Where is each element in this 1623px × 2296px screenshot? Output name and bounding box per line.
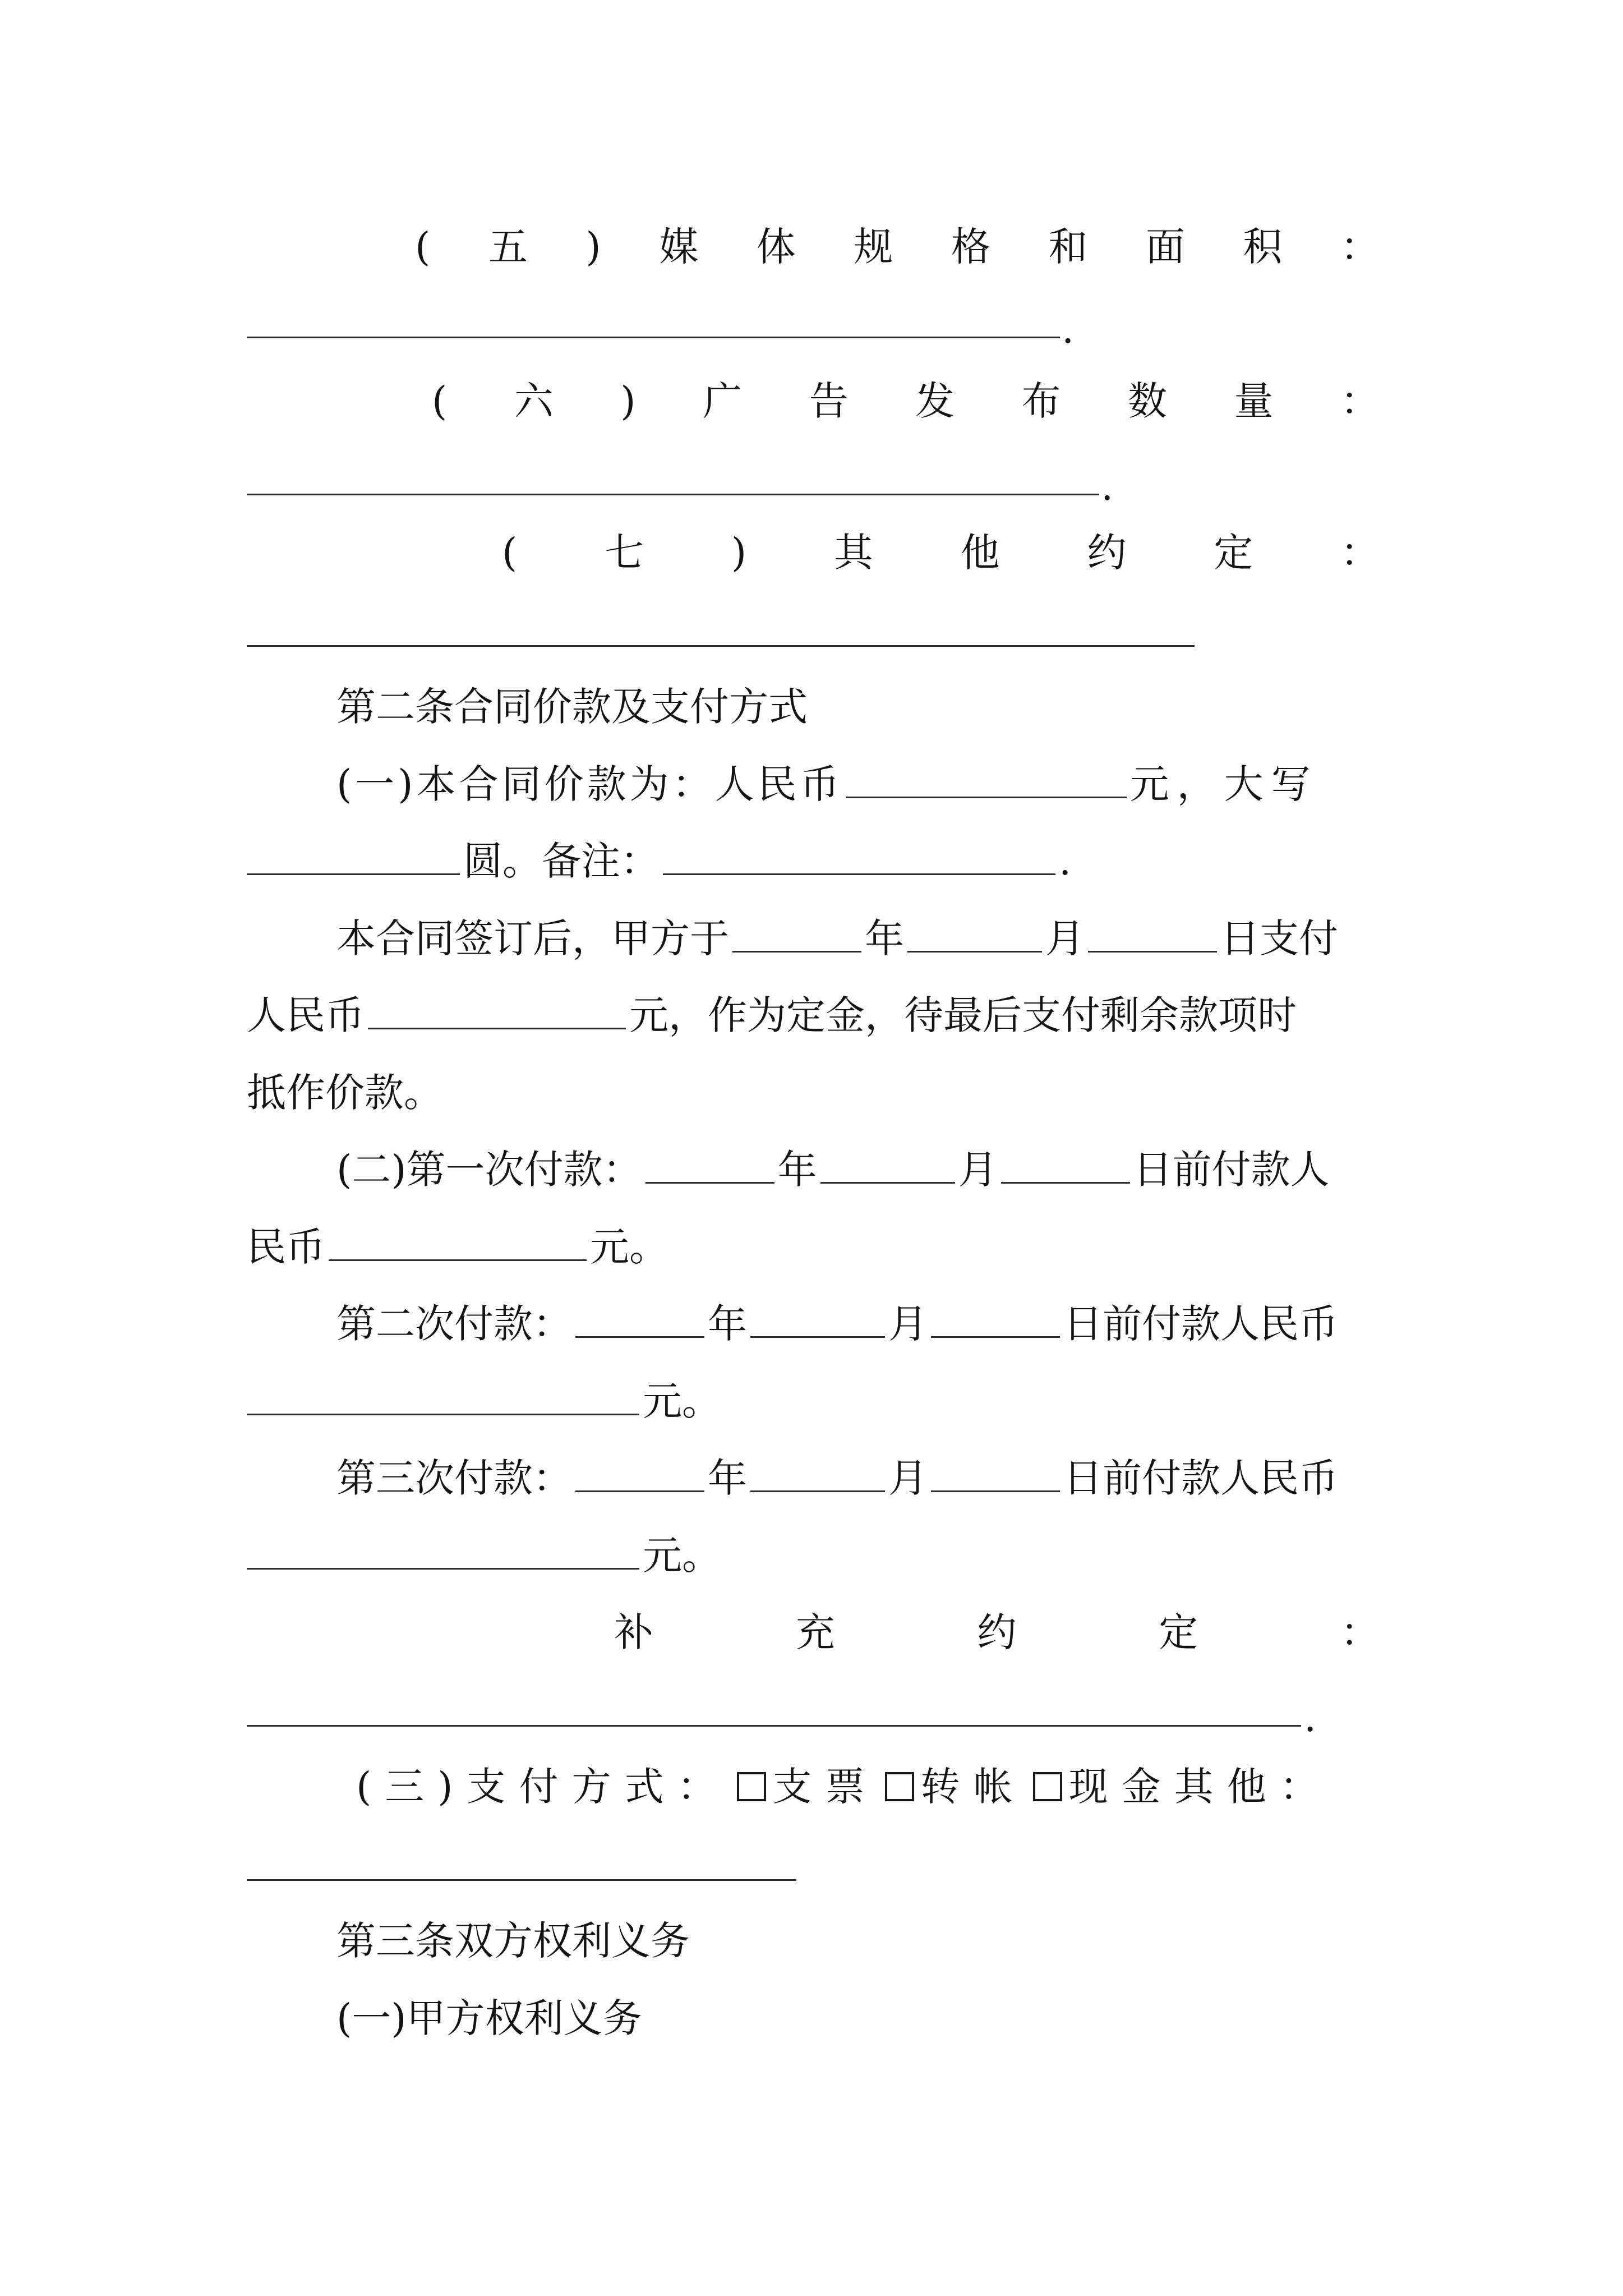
article-3-title: 第三条双方权利义务 [336, 1918, 690, 1964]
deposit-paragraph-end: 抵作价款。 [247, 1070, 443, 1116]
char: 数 [1128, 378, 1168, 424]
third-amount-blank [247, 1533, 639, 1570]
blank-line [247, 337, 1060, 338]
cash-other-label: 现金其他： [1068, 1764, 1332, 1810]
year-label: 年 [865, 915, 904, 961]
deposit-paragraph-cont [247, 987, 1385, 1043]
char: 定 [1159, 1609, 1198, 1655]
deposit-note: 元，作为定金，待最后支付剩余款项时 [629, 992, 1297, 1038]
article-2-title: 第二条合同价款及支付方式 [336, 684, 808, 730]
char: 约 [1087, 530, 1127, 576]
day-label: 日支付 [1220, 915, 1338, 961]
char: 五 [488, 224, 528, 270]
first-payment [336, 1142, 1380, 1198]
third-payment-cont [247, 1527, 1385, 1584]
char: 体 [756, 224, 796, 270]
char: ： [1340, 224, 1380, 270]
month-blank [750, 1456, 885, 1492]
deposit-paragraph [336, 910, 1380, 967]
char: ： [1340, 530, 1380, 576]
char: 七 [605, 530, 644, 576]
year-label: 年 [708, 1455, 747, 1501]
char: 告 [809, 378, 849, 424]
cash-checkbox[interactable] [1033, 1772, 1062, 1801]
payment-method [356, 1759, 1380, 1815]
char: 量 [1234, 378, 1274, 424]
day-label: 日前付款人民币 [1063, 1301, 1338, 1347]
day-blank [931, 1301, 1060, 1338]
day-label: 日前付款人 [1133, 1147, 1330, 1193]
deposit-label: 本合同签订后，甲方于 [336, 915, 729, 961]
day-blank [1088, 916, 1217, 953]
section-7-heading [502, 524, 1380, 581]
year-blank [575, 1301, 704, 1338]
second-payment [336, 1296, 1380, 1352]
day-label: 日前付款人民币 [1063, 1455, 1338, 1501]
period: . [1304, 1695, 1317, 1741]
char: 规 [854, 224, 893, 270]
party-a-rights: (一)甲方权利义务 [336, 1995, 642, 2041]
month-blank [750, 1301, 885, 1338]
year-blank [575, 1456, 704, 1492]
month-label: 月 [888, 1455, 928, 1501]
char: 六 [514, 378, 554, 424]
year-label: 年 [708, 1301, 747, 1347]
blank-line [247, 1879, 796, 1881]
char: ) [731, 530, 747, 576]
char: 定 [1214, 530, 1253, 576]
blank-line [247, 645, 1195, 647]
period: . [1059, 838, 1072, 884]
char: 他 [960, 530, 1000, 576]
char: ： [1340, 378, 1380, 424]
capital-amount-blank [247, 839, 460, 875]
rmb-label: 民币 [247, 1224, 325, 1270]
remark-label: 圆。备注： [463, 838, 660, 884]
blank-line [247, 1725, 1301, 1727]
section-6-heading [432, 373, 1380, 429]
period: . [1101, 463, 1114, 509]
month-label: 月 [888, 1301, 928, 1347]
year-blank [645, 1147, 774, 1184]
char: ) [620, 378, 636, 424]
month-label: 月 [1045, 915, 1085, 961]
char: ( [432, 378, 448, 424]
price-paragraph [336, 756, 1380, 812]
blank-line [247, 494, 1099, 495]
day-blank [931, 1456, 1060, 1492]
year-blank [732, 916, 861, 953]
cheque-checkbox[interactable] [737, 1772, 766, 1801]
yuan-label: 元。 [643, 1533, 721, 1579]
char: ： [1340, 1609, 1380, 1655]
price-label: (一)本合同价款为：人民币 [336, 761, 843, 807]
price-capital-label: 元，大写 [1129, 761, 1318, 807]
amount-blank [846, 762, 1127, 798]
section-5-heading [415, 219, 1380, 275]
cheque-label: 支票 [772, 1764, 878, 1810]
char: 广 [703, 378, 743, 424]
supplement-heading [614, 1604, 1380, 1660]
remark-blank [663, 839, 1055, 875]
char: ( [415, 224, 431, 270]
first-payment-cont [247, 1219, 1385, 1275]
month-blank [907, 916, 1042, 953]
payment-method-label: (三)支付方式： [356, 1764, 730, 1810]
month-blank [820, 1147, 955, 1184]
char: 充 [795, 1609, 835, 1655]
year-label: 年 [777, 1147, 817, 1193]
first-payment-label: (二)第一次付款： [336, 1147, 642, 1193]
char: 约 [977, 1609, 1017, 1655]
second-amount-blank [247, 1379, 639, 1415]
day-blank [1001, 1147, 1130, 1184]
period: . [1062, 306, 1075, 352]
char: 布 [1021, 378, 1061, 424]
char: 格 [951, 224, 990, 270]
char: 其 [833, 530, 873, 576]
char: 和 [1048, 224, 1088, 270]
yuan-label: 元。 [590, 1224, 668, 1270]
month-label: 月 [958, 1147, 998, 1193]
rmb-label: 人民币 [247, 992, 365, 1038]
char: ) [585, 224, 601, 270]
char: 面 [1145, 224, 1185, 270]
third-payment-label: 第三次付款： [336, 1455, 572, 1501]
char: 补 [614, 1609, 653, 1655]
second-payment-label: 第二次付款： [336, 1301, 572, 1347]
price-paragraph-cont [247, 833, 1385, 889]
transfer-checkbox[interactable] [885, 1772, 914, 1801]
deposit-amount-blank [368, 993, 626, 1029]
char: ( [502, 530, 518, 576]
char: 媒 [659, 224, 699, 270]
yuan-label: 元。 [643, 1378, 721, 1424]
char: 发 [915, 378, 955, 424]
first-amount-blank [329, 1225, 587, 1261]
third-payment [336, 1450, 1380, 1506]
transfer-label: 转帐 [920, 1764, 1026, 1810]
char: 积 [1243, 224, 1283, 270]
second-payment-cont [247, 1373, 1385, 1429]
